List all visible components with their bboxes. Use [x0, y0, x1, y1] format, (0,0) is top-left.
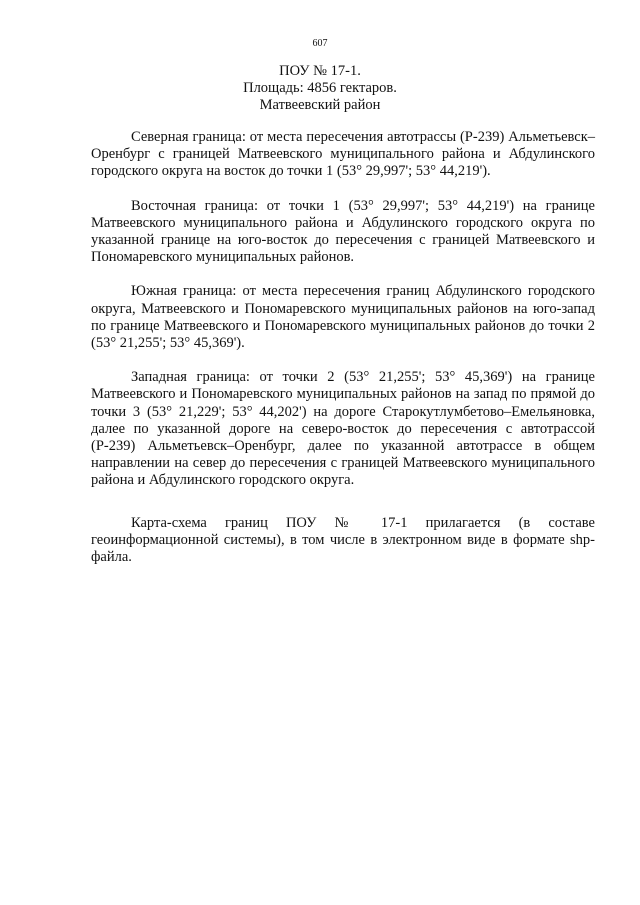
map-scheme-paragraph: Карта-схема границ ПОУ № 17-1 прилагается (в составе геоинформационной системы), в том числе в электронном виде в формате shp-файла. — [91, 514, 595, 566]
heading-district: Матвеевский район — [259, 97, 381, 113]
document-body — [91, 129, 595, 566]
heading-area: Площадь: 4856 гектаров. — [243, 80, 397, 96]
south-boundary-paragraph: Южная граница: от места пересечения границ Абдулинского городского округа, Матвеевского и Пономаревского муниципальных районов на юго-запад по границе Матвеевского и Пономаревского муниципальных районов до точки 2 (53° 21,255'; 53° 45,369'). — [91, 283, 595, 352]
page-number: 607 — [312, 38, 328, 49]
west-boundary-paragraph: Западная граница: от точки 2 (53° 21,255'; 53° 45,369') на границе Матвеевского и Пономаревского муниципальных районов на запад по прямой до точки 3 (53° 21,229'; 53° 44,202') на дороге Старокутлумбетово–Емельяновка, далее по указанной дороге на северо-восток до пересечения с автотрассой (Р-239) Альметьевск–Оренбург, далее по указанной автотрассе в общем направлении на север до пересечения с границей Матвеевского муниципального района и Абдулинского городского округа. — [91, 369, 595, 489]
document-heading — [0, 63, 640, 114]
east-boundary-paragraph: Восточная граница: от точки 1 (53° 29,997'; 53° 44,219') на границе Матвеевского муниципального района и Абдулинского городского округа по указанной границе на юго-восток до пересечения с границей Матвеевского и Пономаревского муниципальных районов. — [91, 197, 595, 266]
heading-title: ПОУ № 17-1. — [279, 63, 361, 79]
north-boundary-paragraph: Северная граница: от места пересечения автотрассы (Р-239) Альметьевск–Оренбург с границей Матвеевского муниципального района и Абдулинского городского округа на восток до точки 1 (53° 29,997'; 53° 44,219'). — [91, 129, 595, 180]
